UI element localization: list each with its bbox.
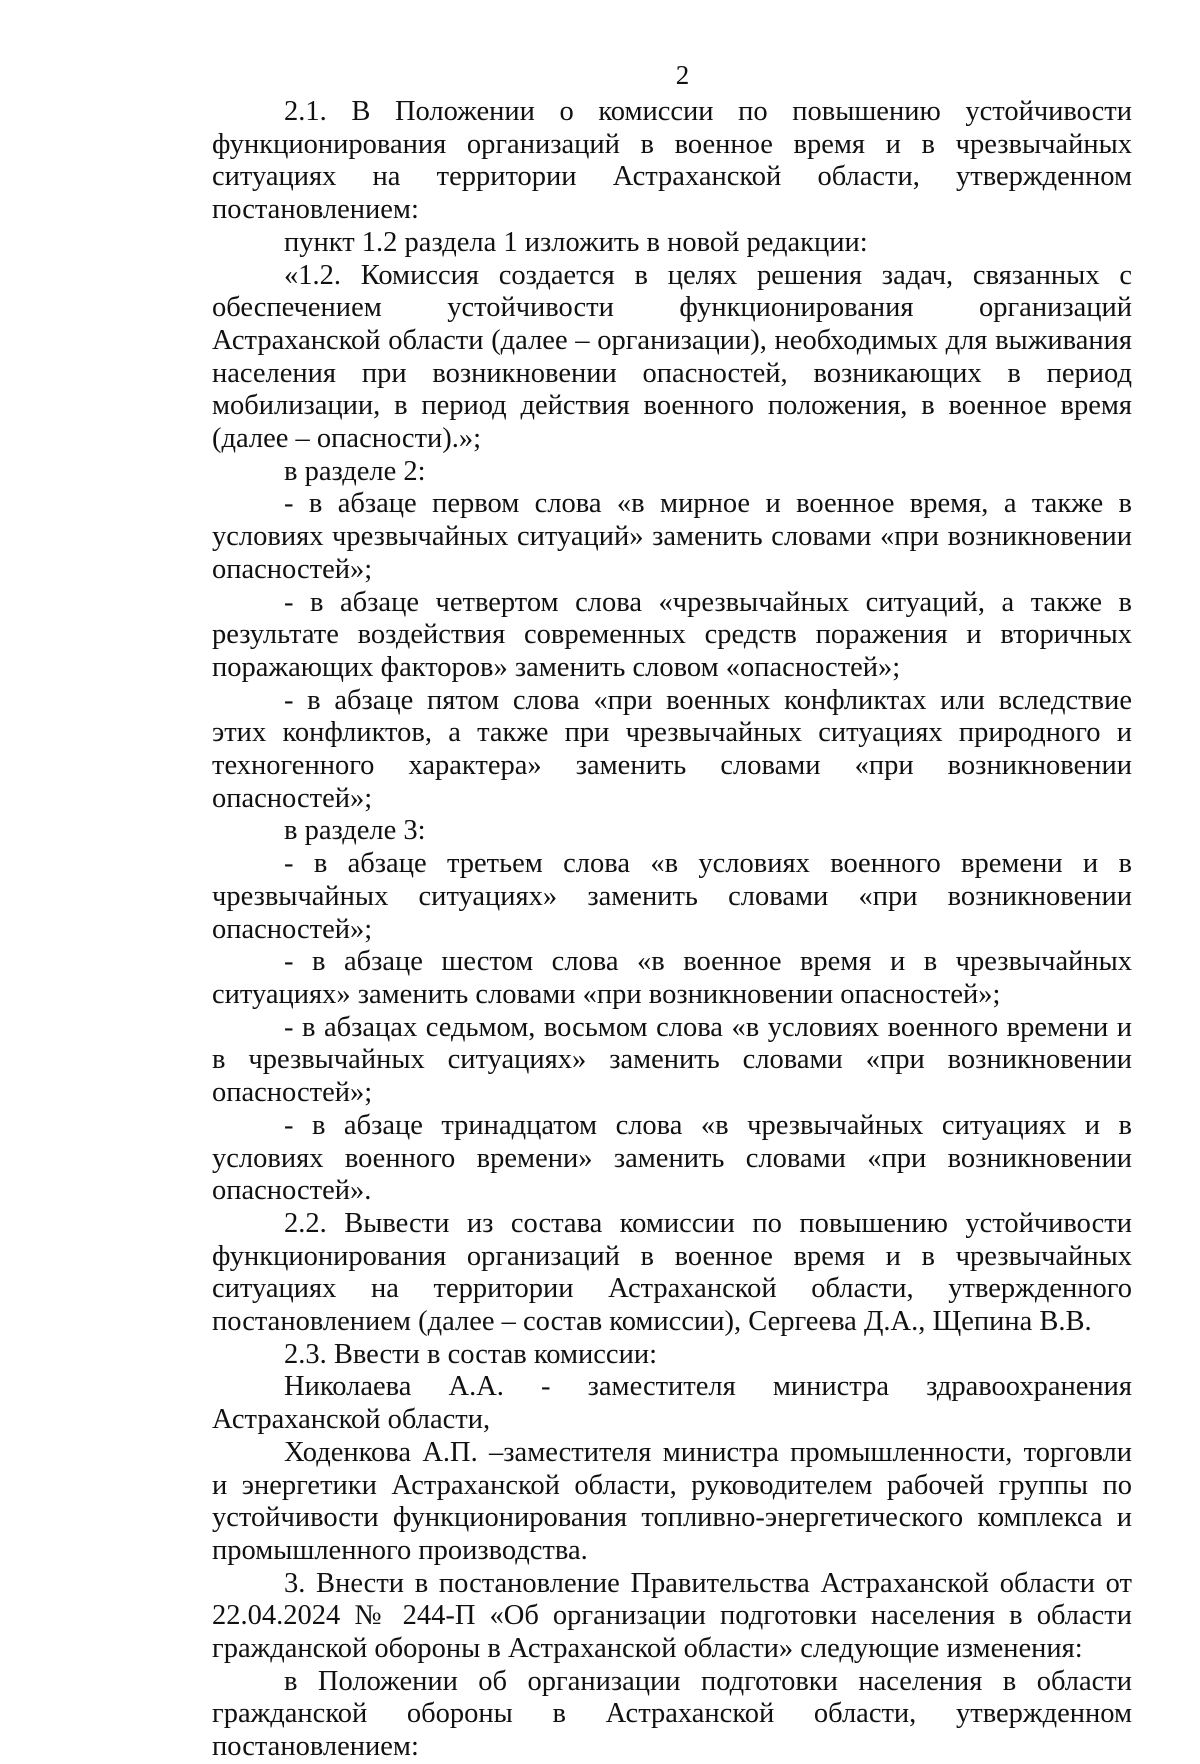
paragraph-nikolaev: Николаева А.А. - заместителя министра здравоохранения Астраханской области,	[212, 1371, 1132, 1436]
paragraph-section-3-thirteenth: - в абзаце тринадцатом слова «в чрезвычайных ситуациях и в условиях военного времени» заменить словами «при возникновении опасностей».	[212, 1109, 1132, 1207]
paragraph-section-2-heading: в разделе 2:	[284, 455, 426, 487]
paragraph-2-3: 2.3. Ввести в состав комиссии:	[284, 1338, 658, 1370]
paragraph-section-3-sixth: - в абзаце шестом слова «в военное время и в чрезвычайных ситуациях» заменить словами «при возникновении опасностей»;	[212, 946, 1132, 1010]
paragraph-regulation: в Положении об организации подготовки населения в области гражданской обороны в Астраханской области, утвержденном постановлением:	[212, 1665, 1132, 1763]
paragraph-section-3-seventh-eighth: - в абзацах седьмом, восьмом слова «в условиях военного времени и в чрезвычайных ситуациях» заменить словами «при возникновении опасностей»;	[212, 1011, 1132, 1109]
paragraph-section-2-fifth: - в абзаце пятом слова «при военных конфликтах или вследствие этих конфликтов, а также при чрезвычайных ситуациях природного и техногенного характера» заменить словами «при возникновении опасностей»;	[212, 684, 1132, 814]
paragraph-2-2: 2.2. Вывести из состава комиссии по повышению устойчивости функционирования организаций в военное время и в чрезвычайных ситуациях на территории Астраханской области, утвержденного постановлением (далее – состав комиссии), Сергеева Д.А., Щепина В.В.	[212, 1207, 1132, 1338]
paragraph-3: 3. Внести в постановление Правительства Астраханской области от 22.04.2024 № 244-П «Об организации подготовки населения в области гражданской обороны в Астраханской области» следующие изменения:	[212, 1567, 1132, 1665]
paragraph-section-2-first: - в абзаце первом слова «в мирное и военное время, а также в условиях чрезвычайных ситуаций» заменить словами «при возникновении опасностей»;	[212, 488, 1132, 585]
paragraph-section-2-fourth: - в абзаце четвертом слова «чрезвычайных ситуаций, а также в результате воздействия современных средств поражения и вторичных поражающих факторов» заменить словом «опасностей»;	[212, 586, 1132, 683]
document-body	[212, 96, 1132, 1764]
paragraph-section-3-heading: в разделе 3:	[284, 815, 426, 847]
paragraph-2-1-intro: 2.1. В Положении о комиссии по повышению устойчивости функционирования организаций в военное время и в чрезвычайных ситуациях на территории Астраханской области, утвержденном постановлением:	[212, 96, 1132, 226]
page-number: 2	[675, 60, 690, 90]
paragraph-item-1-2-instruction: пункт 1.2 раздела 1 изложить в новой редакции:	[284, 226, 868, 258]
paragraph-item-1-2-text: «1.2. Комиссия создается в целях решения задач, связанных с обеспечением устойчивости функционирования организаций Астраханской области (далее – организации), необходимых для выживания населения при возникновении опасностей, возникающих в период мобилизации, в период действия военного положения, в военное время (далее – опасности).»;	[212, 259, 1132, 455]
paragraph-khodenkov: Ходенкова А.П. –заместителя министра промышленности, торговли и энергетики Астраханской области, руководителем рабочей группы по устойчивости функционирования топливно-энергетического комплекса и промышленного производства.	[212, 1436, 1132, 1566]
paragraph-section-3-third: - в абзаце третьем слова «в условиях военного времени и в чрезвычайных ситуациях» заменить словами «при возникновении опасностей»;	[212, 848, 1132, 945]
